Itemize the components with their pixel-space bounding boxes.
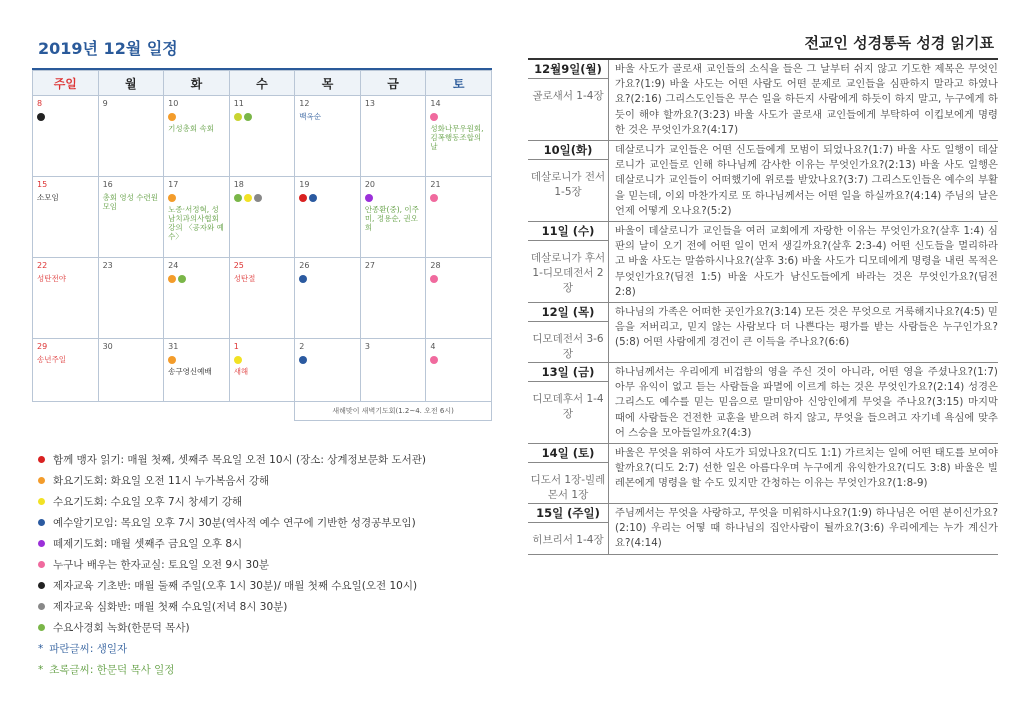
legend-dot-icon bbox=[38, 456, 45, 463]
calendar-week-row bbox=[33, 258, 492, 339]
reading-entry-meta bbox=[528, 141, 609, 221]
event-dots bbox=[234, 356, 291, 364]
event-dot-icon bbox=[299, 275, 307, 283]
reading-questions: 바울 사도가 골로새 교인들의 소식을 들은 그 날부터 쉬지 않고 기도한 제목은 무엇인가요?(1:9) 바울 사도는 어떤 사람도 어떤 문제로 교인들을 심판하지 말라고 하였나요?(2:16) 그리스도인들은 무슨 일을 하든지 사람에게 하듯이 하지 말고, 누구에게 하듯이 해야 할까요?(3:23) 바울 사도가 골로새 교인들에게 부탁하여 이킵보에게 명령한 것은 무엇인가요?(4:17) bbox=[615, 64, 998, 136]
reading-questions: 바울은 무엇을 위하여 사도가 되었나요?(디도 1:1) 가르치는 일에 어떤 태도를 보여야 할까요?(디도 2:7) 선한 일은 아름다우며 누구에게 유익한가요?(디도 3:8) 바울은 빌레몬에게 명령을 할 수도 있지만 간청하는 이유는 무엇인가요?(1:8-9) bbox=[615, 448, 998, 490]
calendar-day-cell bbox=[426, 258, 492, 339]
legend-dot-icon bbox=[38, 498, 45, 505]
event-dot-icon bbox=[234, 356, 242, 364]
event-label: 송년주일 bbox=[37, 355, 66, 364]
event-label: 성화나무우원회, 김폭행동조합의 날 bbox=[430, 124, 484, 151]
reading-date: 12월9일(월) bbox=[528, 60, 608, 79]
event-dot-icon bbox=[168, 356, 176, 364]
event-dots bbox=[430, 194, 487, 202]
legend-dot-icon bbox=[38, 624, 45, 631]
reading-entry-meta bbox=[528, 222, 609, 302]
reading-date: 11일 (수) bbox=[528, 222, 608, 241]
day-number: 2 bbox=[299, 342, 305, 351]
reading-entry bbox=[528, 504, 998, 555]
calendar-note-row bbox=[33, 402, 492, 421]
calendar-day-cell bbox=[426, 177, 492, 258]
reading-questions: 바울이 데살로니가 교인들을 여러 교회에게 자랑한 이유는 무엇인가요?(살후 1:4) 심판의 날이 오기 전에 어떤 일이 먼저 생길까요?(살후 2:3-4) 어떤 신도들을 멀리하라고 바울 사도는 말씀하시나요?(살후 3:6) 바울 사도가 디모데에게 명령을 내린 목적은 무엇인가요?(딤전 1:5) 바울 사도가 남신도들에게 바라는 것은 무엇인가요?(딤전 2:8) bbox=[615, 226, 998, 298]
reading-entry-meta bbox=[528, 60, 609, 140]
day-number: 10 bbox=[168, 99, 179, 108]
day-number: 21 bbox=[430, 180, 441, 189]
event-dot-icon bbox=[430, 194, 438, 202]
calendar-day-cell bbox=[33, 339, 99, 402]
calendar-day-cell bbox=[164, 96, 230, 177]
legend-text: 떼제기도회: 매월 셋째주 금요일 오후 8시 bbox=[53, 538, 243, 550]
legend-dot-icon bbox=[38, 519, 45, 526]
event-dots bbox=[299, 356, 356, 364]
legend-text: 수요사경회 녹화(한문덕 목사) bbox=[53, 622, 190, 634]
event-dots bbox=[430, 275, 487, 283]
note-asterisk: * bbox=[38, 663, 44, 676]
day-number: 19 bbox=[299, 180, 310, 189]
event-dot-icon bbox=[365, 194, 373, 202]
event-label: 성탄전야 bbox=[37, 274, 66, 283]
reading-entry bbox=[528, 60, 998, 141]
weekday-header: 주일 bbox=[33, 71, 99, 96]
legend-text: 수요기도회: 수요일 오후 7시 창세기 강해 bbox=[53, 496, 243, 508]
event-dot-icon bbox=[168, 275, 176, 283]
legend-item bbox=[38, 617, 498, 638]
event-dot-icon bbox=[234, 194, 242, 202]
legend-item bbox=[38, 491, 498, 512]
day-number: 11 bbox=[233, 99, 244, 108]
reading-entry-meta bbox=[528, 363, 609, 443]
calendar-day-cell bbox=[295, 258, 361, 339]
event-dots bbox=[168, 194, 225, 202]
reading-questions: 하나님께서는 우리에게 비겁함의 영을 주신 것이 아니라, 어떤 영을 주셨나요?(1:7) 아무 유익이 없고 듣는 사람들을 파멸에 이르게 하는 것은 무엇인가요?(2:14) 성경은 그리스도 예수를 믿는 믿음으로 말미암아 신앙인에게 무엇을 주나요?(3:15) 마지막 때에 사람들은 건전한 교훈을 받으려 하지 않고, 무엇을 들으려고 자기네 욕심에 맞추어 스승을 모아들일까요?(4:3) bbox=[615, 367, 998, 439]
day-number: 9 bbox=[102, 99, 108, 108]
event-dots bbox=[299, 194, 356, 202]
event-dots bbox=[234, 113, 291, 121]
calendar-week-row bbox=[33, 339, 492, 402]
day-number: 18 bbox=[233, 180, 244, 189]
day-number: 1 bbox=[233, 342, 239, 351]
calendar-panel bbox=[32, 38, 492, 421]
calendar-day-cell bbox=[98, 177, 164, 258]
day-number: 23 bbox=[102, 261, 113, 270]
note-asterisk: * bbox=[38, 642, 44, 655]
day-number: 12 bbox=[299, 99, 310, 108]
calendar-note-spacer bbox=[33, 402, 295, 421]
calendar-day-cell bbox=[229, 339, 295, 402]
calendar-day-cell bbox=[360, 339, 426, 402]
calendar-day-cell bbox=[98, 258, 164, 339]
calendar-week-row bbox=[33, 96, 492, 177]
day-number: 17 bbox=[168, 180, 179, 189]
legend-item bbox=[38, 533, 498, 554]
calendar-day-cell bbox=[295, 96, 361, 177]
calendar-day-cell bbox=[426, 96, 492, 177]
event-label: 총회 영성 수련원 모임 bbox=[102, 193, 159, 211]
event-label: 소모임 bbox=[37, 193, 59, 202]
event-label: 성탄절 bbox=[233, 274, 256, 283]
day-number: 15 bbox=[37, 180, 48, 189]
event-dots bbox=[430, 356, 487, 364]
legend-dot-icon bbox=[38, 561, 45, 568]
legend-text: 예수알기모임: 목요일 오후 7시 30분(역사적 예수 연구에 기반한 성경공부모임) bbox=[53, 517, 416, 529]
legend-item bbox=[38, 470, 498, 491]
legend-text: 누구나 배우는 한자교실: 토요일 오전 9시 30분 bbox=[53, 559, 270, 571]
weekday-header: 목 bbox=[295, 71, 361, 96]
legend-dot-icon bbox=[38, 477, 45, 484]
calendar-day-cell bbox=[33, 96, 99, 177]
event-dot-icon bbox=[244, 113, 252, 121]
reading-date: 12일 (목) bbox=[528, 303, 608, 322]
calendar-day-cell bbox=[98, 96, 164, 177]
event-dot-icon bbox=[430, 113, 438, 121]
event-dots bbox=[365, 194, 422, 202]
event-label: 백옥순 bbox=[299, 112, 321, 121]
reading-questions: 하나님의 가족은 어떠한 곳인가요?(3:14) 모든 것은 무엇으로 거룩해지나요?(4:5) 믿음을 저버리고, 믿지 않는 사람보다 더 나쁜다는 평가를 받는 사람들은 누구인가요?(5:8) 어떤 사람에게 경건이 큰 이득을 주나요?(6:6) bbox=[615, 307, 998, 349]
reading-book: 골로새서 1-4장 bbox=[532, 90, 604, 102]
note-text: 파란글씨: 생일자 bbox=[49, 643, 128, 655]
reading-entry-meta bbox=[528, 303, 609, 362]
calendar-day-cell bbox=[164, 177, 230, 258]
calendar-day-cell bbox=[33, 258, 99, 339]
event-label: 기성총회 속회 bbox=[168, 124, 214, 133]
weekday-header: 토 bbox=[426, 71, 492, 96]
note-text: 초록글씨: 한문덕 목사 일정 bbox=[49, 664, 175, 676]
event-label: 송구영신예배 bbox=[168, 367, 212, 376]
event-dot-icon bbox=[299, 194, 307, 202]
day-number: 26 bbox=[299, 261, 310, 270]
day-number: 29 bbox=[37, 342, 48, 351]
legend-note bbox=[38, 638, 498, 659]
calendar-day-cell bbox=[229, 258, 295, 339]
event-label: 안종환(중), 이주미, 정용순, 권오희 bbox=[364, 205, 419, 232]
event-dots bbox=[168, 113, 225, 121]
legend-note bbox=[38, 659, 498, 680]
calendar-table bbox=[32, 70, 492, 421]
legend-text: 화요기도회: 화요일 오전 11시 누가복음서 강해 bbox=[53, 475, 270, 487]
legend-item bbox=[38, 596, 498, 617]
calendar-day-cell bbox=[33, 177, 99, 258]
event-label: 새해 bbox=[233, 367, 249, 376]
reading-questions: 주님께서는 무엇을 사랑하고, 무엇을 미워하시나요?(1:9) 하나님은 어떤 분이신가요?(2:10) 우리는 어떻 때 하나님의 집안사람이 될까요?(3:6) 우리에게는 누가 계신가요?(4:14) bbox=[615, 508, 998, 550]
weekday-header: 금 bbox=[360, 71, 426, 96]
reading-book: 히브리서 1-4장 bbox=[532, 534, 604, 547]
day-number: 16 bbox=[102, 180, 113, 189]
event-dot-icon bbox=[178, 275, 186, 283]
day-number: 13 bbox=[364, 99, 375, 108]
day-number: 3 bbox=[364, 342, 370, 351]
calendar-day-cell bbox=[426, 339, 492, 402]
day-number: 30 bbox=[102, 342, 113, 351]
calendar-day-cell bbox=[360, 258, 426, 339]
reading-book: 디도서 1장-빌레몬서 1장 bbox=[530, 474, 606, 502]
calendar-day-cell bbox=[295, 177, 361, 258]
calendar-day-cell bbox=[98, 339, 164, 402]
calendar-week-row bbox=[33, 177, 492, 258]
weekday-header: 월 bbox=[98, 71, 164, 96]
legend-text: 제자교육 기초반: 매월 둘째 주일(오후 1시 30분)/ 매월 첫째 수요일(오전 10시) bbox=[53, 580, 418, 592]
legend-item bbox=[38, 449, 498, 470]
event-dot-icon bbox=[299, 356, 307, 364]
day-number: 28 bbox=[430, 261, 441, 270]
reading-book: 데살로니가 후서1-디모데전서 2장 bbox=[530, 252, 606, 295]
calendar-day-cell bbox=[360, 96, 426, 177]
calendar-day-cell bbox=[229, 96, 295, 177]
weekday-header: 화 bbox=[164, 71, 230, 96]
day-number: 25 bbox=[233, 261, 244, 270]
day-number: 20 bbox=[364, 180, 375, 189]
legend-dot-icon bbox=[38, 540, 45, 547]
reading-book: 디모데전서 3-6장 bbox=[532, 333, 604, 361]
calendar-day-cell bbox=[360, 177, 426, 258]
reading-entry bbox=[528, 444, 998, 504]
event-dots bbox=[168, 356, 225, 364]
reading-date: 13일 (금) bbox=[528, 363, 608, 382]
event-dot-icon bbox=[234, 113, 242, 121]
event-dots bbox=[430, 113, 487, 121]
legend-item bbox=[38, 554, 498, 575]
reading-entry-meta bbox=[528, 504, 609, 554]
legend-text: 함께 맹자 읽기: 매월 첫째, 셋째주 목요일 오전 10시 (장소: 상계정보문화 도서관) bbox=[53, 454, 426, 466]
reading-entry bbox=[528, 363, 998, 444]
day-number: 31 bbox=[168, 342, 179, 351]
legend-item bbox=[38, 575, 498, 596]
reading-questions: 데살로니가 교인들은 어떤 신도들에게 모범이 되었나요?(1:7) 바울 사도 일행이 데살로니가 교인들로 인해 하나님께 감사한 이유는 무엇인가요?(2:13) 바울 사도 일행은 데살로니가 교인들이 어떠했기에 위로를 받았나요?(3:7) 그리스도인들은 예수의 부활을 믿는데, 이외 마찬가지로 또 하나님께서는 어떤 일을 하실까요?(4:14) 주님의 날은 언제 어떻게 오나요?(5:2) bbox=[615, 145, 998, 217]
legend-dot-icon bbox=[38, 603, 45, 610]
calendar-note: 새해맞이 새벽기도회(1.2~4. 오전 6시) bbox=[295, 402, 492, 421]
day-number: 27 bbox=[364, 261, 375, 270]
reading-entry bbox=[528, 141, 998, 222]
reading-entry bbox=[528, 222, 998, 303]
day-number: 14 bbox=[430, 99, 441, 108]
event-dots bbox=[299, 275, 356, 283]
event-dots bbox=[234, 194, 291, 202]
event-dot-icon bbox=[430, 356, 438, 364]
day-number: 22 bbox=[37, 261, 48, 270]
event-dot-icon bbox=[254, 194, 262, 202]
reading-date: 10일(화) bbox=[528, 141, 608, 160]
schedule-legend bbox=[38, 449, 498, 680]
legend-dot-icon bbox=[38, 582, 45, 589]
legend-item bbox=[38, 512, 498, 533]
reading-plan-panel bbox=[528, 32, 998, 555]
event-dot-icon bbox=[168, 113, 176, 121]
reading-book: 데살로니가 전서 1-5장 bbox=[530, 171, 606, 199]
event-dot-icon bbox=[168, 194, 176, 202]
event-label: 노종·서정혁, 성남치과의사협회 강의 〈공자와 예수〉 bbox=[168, 205, 224, 241]
day-number: 4 bbox=[430, 342, 436, 351]
calendar-day-cell bbox=[229, 177, 295, 258]
event-dots bbox=[168, 275, 225, 283]
weekday-header: 수 bbox=[229, 71, 295, 96]
reading-entry-meta bbox=[528, 444, 609, 503]
calendar-day-cell bbox=[164, 339, 230, 402]
calendar-day-cell bbox=[295, 339, 361, 402]
event-dot-icon bbox=[244, 194, 252, 202]
legend-text: 제자교육 심화반: 매월 첫째 수요일(저녁 8시 30분) bbox=[53, 601, 288, 613]
reading-plan-entries bbox=[528, 60, 998, 555]
calendar-day-cell bbox=[164, 258, 230, 339]
day-number: 24 bbox=[168, 261, 179, 270]
reading-date: 14일 (토) bbox=[528, 444, 608, 463]
event-dot-icon bbox=[430, 275, 438, 283]
reading-book: 디모데후서 1-4장 bbox=[532, 393, 604, 421]
event-dot-icon bbox=[309, 194, 317, 202]
event-dot-icon bbox=[37, 113, 45, 121]
reading-entry bbox=[528, 303, 998, 363]
reading-plan-title: 전교인 성경통독 성경 읽기표 bbox=[804, 34, 994, 52]
day-number: 8 bbox=[37, 99, 43, 108]
calendar-body bbox=[33, 96, 492, 421]
calendar-title: 2019년 12월 일정 bbox=[38, 39, 178, 58]
event-dots bbox=[37, 113, 94, 121]
weekday-header-row bbox=[33, 71, 492, 96]
reading-date: 15일 (주일) bbox=[528, 504, 608, 523]
